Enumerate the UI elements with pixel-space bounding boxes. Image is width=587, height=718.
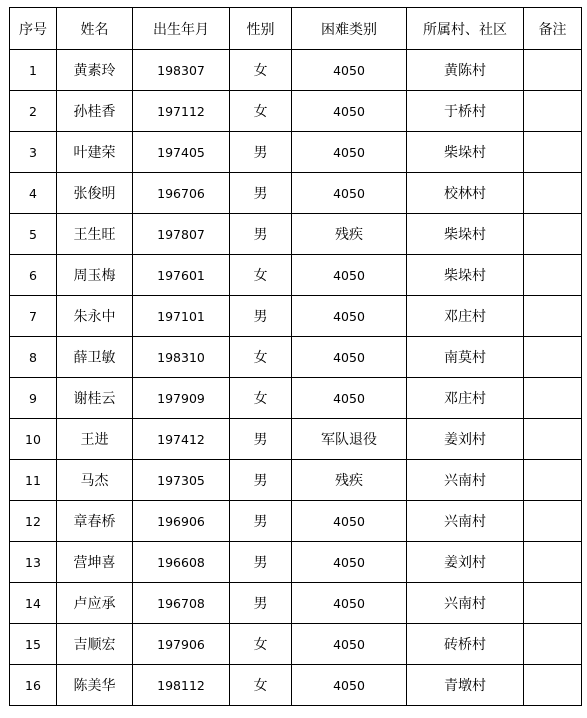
cell-no: 16 — [10, 665, 57, 706]
table-row — [10, 132, 582, 173]
cell-gender: 女 — [230, 91, 292, 132]
cell-name: 孙桂香 — [57, 91, 133, 132]
header-birth: 出生年月 — [133, 8, 230, 50]
cell-gender: 女 — [230, 378, 292, 419]
cell-no: 10 — [10, 419, 57, 460]
cell-birth: 198112 — [133, 665, 230, 706]
roster-body — [10, 50, 582, 706]
cell-village: 柴垛村 — [407, 132, 524, 173]
cell-no: 6 — [10, 255, 57, 296]
cell-birth: 197305 — [133, 460, 230, 501]
cell-village: 青墩村 — [407, 665, 524, 706]
cell-note — [524, 501, 582, 542]
cell-gender: 男 — [230, 501, 292, 542]
cell-note — [524, 419, 582, 460]
cell-birth: 197412 — [133, 419, 230, 460]
table-row — [10, 378, 582, 419]
cell-gender: 男 — [230, 583, 292, 624]
cell-note — [524, 173, 582, 214]
cell-village: 姜刘村 — [407, 542, 524, 583]
cell-category: 残疾 — [292, 460, 407, 501]
cell-gender: 男 — [230, 296, 292, 337]
cell-no: 8 — [10, 337, 57, 378]
cell-name: 王生旺 — [57, 214, 133, 255]
cell-village: 邓庄村 — [407, 296, 524, 337]
header-row — [10, 8, 582, 50]
cell-name: 陈美华 — [57, 665, 133, 706]
table-row — [10, 624, 582, 665]
cell-note — [524, 91, 582, 132]
cell-gender: 男 — [230, 419, 292, 460]
cell-birth: 197807 — [133, 214, 230, 255]
cell-note — [524, 378, 582, 419]
header-village: 所属村、社区 — [407, 8, 524, 50]
cell-gender: 女 — [230, 50, 292, 91]
cell-name: 章春桥 — [57, 501, 133, 542]
cell-gender: 男 — [230, 542, 292, 583]
cell-village: 兴南村 — [407, 583, 524, 624]
cell-category: 4050 — [292, 255, 407, 296]
cell-no: 15 — [10, 624, 57, 665]
cell-category: 军队退役 — [292, 419, 407, 460]
cell-gender: 男 — [230, 173, 292, 214]
cell-name: 叶建荣 — [57, 132, 133, 173]
cell-gender: 女 — [230, 665, 292, 706]
cell-birth: 197101 — [133, 296, 230, 337]
cell-birth: 196906 — [133, 501, 230, 542]
cell-category: 4050 — [292, 50, 407, 91]
cell-name: 薛卫敏 — [57, 337, 133, 378]
table-row — [10, 501, 582, 542]
cell-no: 7 — [10, 296, 57, 337]
cell-gender: 男 — [230, 460, 292, 501]
cell-village: 邓庄村 — [407, 378, 524, 419]
cell-name: 王进 — [57, 419, 133, 460]
cell-category: 4050 — [292, 624, 407, 665]
cell-category: 4050 — [292, 501, 407, 542]
cell-category: 4050 — [292, 378, 407, 419]
cell-category: 4050 — [292, 173, 407, 214]
roster-table — [9, 7, 582, 706]
header-no: 序号 — [10, 8, 57, 50]
cell-no: 12 — [10, 501, 57, 542]
cell-note — [524, 460, 582, 501]
cell-gender: 女 — [230, 624, 292, 665]
cell-village: 校林村 — [407, 173, 524, 214]
cell-birth: 198307 — [133, 50, 230, 91]
cell-birth: 196608 — [133, 542, 230, 583]
cell-category: 4050 — [292, 542, 407, 583]
cell-note — [524, 255, 582, 296]
cell-name: 周玉梅 — [57, 255, 133, 296]
header-category: 困难类别 — [292, 8, 407, 50]
cell-no: 13 — [10, 542, 57, 583]
cell-category: 4050 — [292, 132, 407, 173]
table-row — [10, 173, 582, 214]
header-gender: 性别 — [230, 8, 292, 50]
cell-name: 吉顺宏 — [57, 624, 133, 665]
cell-birth: 197601 — [133, 255, 230, 296]
cell-category: 4050 — [292, 91, 407, 132]
cell-note — [524, 296, 582, 337]
cell-no: 11 — [10, 460, 57, 501]
cell-no: 4 — [10, 173, 57, 214]
cell-gender: 女 — [230, 337, 292, 378]
cell-birth: 197909 — [133, 378, 230, 419]
cell-category: 4050 — [292, 296, 407, 337]
header-name: 姓名 — [57, 8, 133, 50]
cell-category: 残疾 — [292, 214, 407, 255]
cell-note — [524, 214, 582, 255]
cell-village: 南莫村 — [407, 337, 524, 378]
cell-birth: 196706 — [133, 173, 230, 214]
cell-gender: 男 — [230, 214, 292, 255]
table-row — [10, 337, 582, 378]
cell-gender: 女 — [230, 255, 292, 296]
cell-no: 3 — [10, 132, 57, 173]
cell-category: 4050 — [292, 665, 407, 706]
cell-name: 张俊明 — [57, 173, 133, 214]
cell-name: 营坤喜 — [57, 542, 133, 583]
cell-name: 黄素玲 — [57, 50, 133, 91]
cell-village: 柴垛村 — [407, 214, 524, 255]
table-row — [10, 50, 582, 91]
table-row — [10, 255, 582, 296]
cell-category: 4050 — [292, 583, 407, 624]
cell-birth: 197906 — [133, 624, 230, 665]
cell-category: 4050 — [292, 337, 407, 378]
table-row — [10, 542, 582, 583]
cell-note — [524, 583, 582, 624]
cell-no: 2 — [10, 91, 57, 132]
cell-name: 朱永中 — [57, 296, 133, 337]
cell-gender: 男 — [230, 132, 292, 173]
cell-village: 黄陈村 — [407, 50, 524, 91]
table-row — [10, 296, 582, 337]
table-row — [10, 460, 582, 501]
cell-village: 兴南村 — [407, 460, 524, 501]
cell-village: 兴南村 — [407, 501, 524, 542]
cell-birth: 196708 — [133, 583, 230, 624]
cell-village: 于桥村 — [407, 91, 524, 132]
cell-name: 马杰 — [57, 460, 133, 501]
cell-no: 14 — [10, 583, 57, 624]
cell-note — [524, 132, 582, 173]
cell-note — [524, 665, 582, 706]
cell-village: 柴垛村 — [407, 255, 524, 296]
cell-name: 谢桂云 — [57, 378, 133, 419]
table-row — [10, 583, 582, 624]
header-note: 备注 — [524, 8, 582, 50]
table-row — [10, 91, 582, 132]
cell-no: 1 — [10, 50, 57, 91]
cell-note — [524, 624, 582, 665]
cell-note — [524, 542, 582, 583]
cell-birth: 198310 — [133, 337, 230, 378]
cell-village: 姜刘村 — [407, 419, 524, 460]
cell-note — [524, 50, 582, 91]
cell-no: 9 — [10, 378, 57, 419]
cell-birth: 197112 — [133, 91, 230, 132]
cell-no: 5 — [10, 214, 57, 255]
cell-village: 砖桥村 — [407, 624, 524, 665]
table-row — [10, 419, 582, 460]
cell-note — [524, 337, 582, 378]
cell-name: 卢应承 — [57, 583, 133, 624]
table-row — [10, 214, 582, 255]
table-row — [10, 665, 582, 706]
cell-birth: 197405 — [133, 132, 230, 173]
